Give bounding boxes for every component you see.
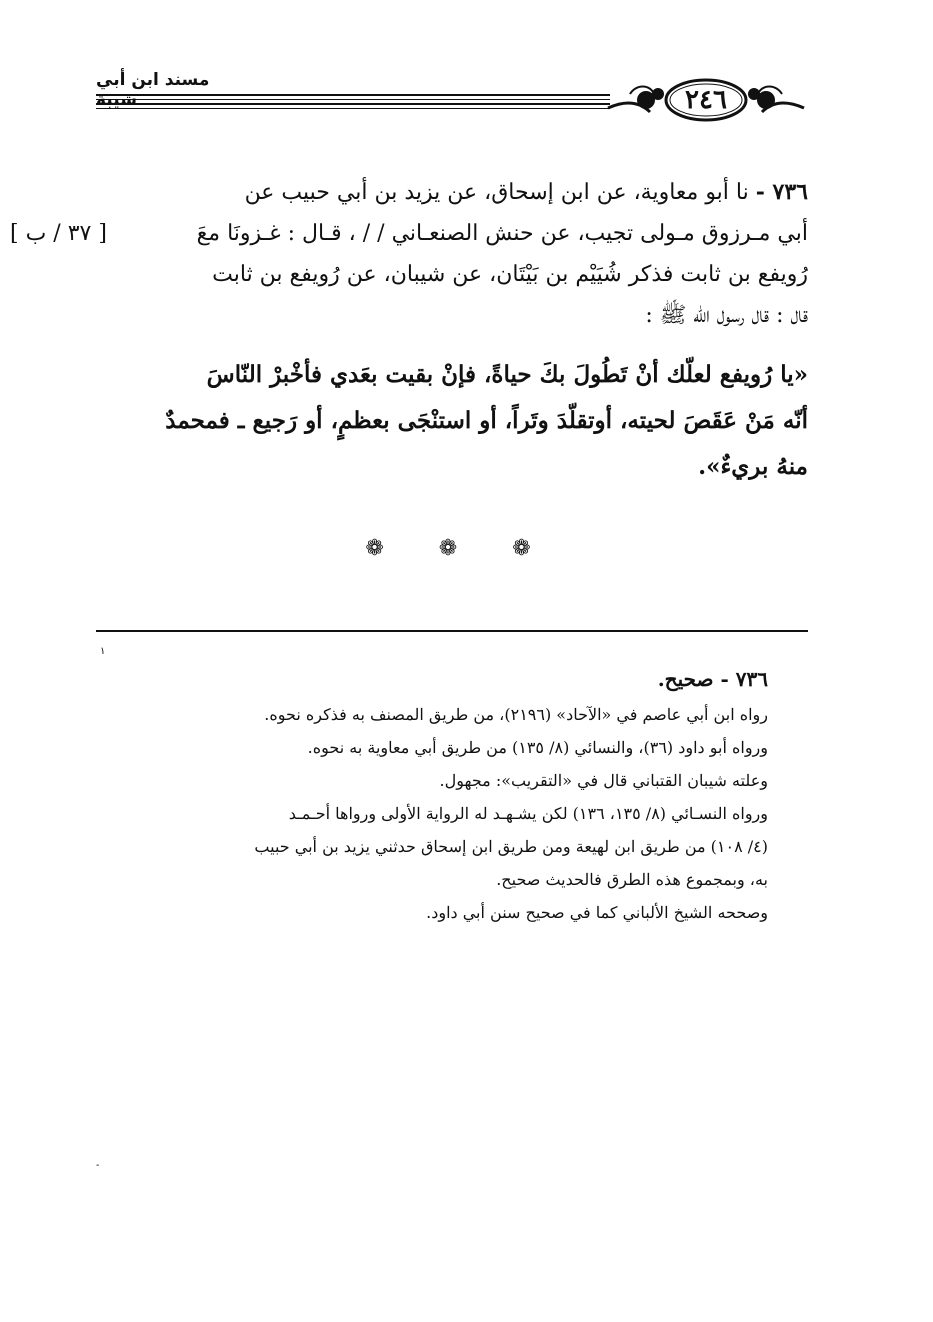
manuscript-folio-marker: [ ٣٧ / ب ]	[10, 221, 107, 246]
matn-line-2: أنّه مَنْ عَقَصَ لحيته، أوتقلّدَ وتَراً، أو استنْجَى بعظمٍ، أو رَجيع ـ فمحمدٌ	[165, 407, 808, 434]
hadith-number: ٧٣٦ -	[755, 179, 808, 205]
isnad-line-3: رُويفع بن ثابت فذكر شُيَيْم بن بَيْتَان، عن شيبان، عن رُويفع بن ثابت	[212, 262, 808, 287]
footnote-line-5: (٤/ ١٠٨) من طريق ابن لهيعة ومن طريق ابن إسحاق حدثني يزيد بن أبي حبيب	[254, 837, 768, 856]
footnote-divider	[96, 630, 808, 632]
isnad-line-1	[96, 172, 808, 213]
header-rule	[96, 94, 610, 112]
footnote-heading	[96, 660, 768, 698]
isnad-text-2: أبي مـرزوق مـولى تجيب، عن حنش الصنعـاني / / ، قـال : غـزونَا معَ	[196, 221, 808, 246]
footnote-line-7: وصححه الشيخ الألباني كما في صحيح سنن أبي داود.	[426, 903, 768, 922]
hadith-matn	[96, 352, 808, 490]
matn-line-3: منهُ بريءٌ».	[698, 453, 808, 480]
isnad-line-2	[10, 213, 808, 254]
footnote-line-3: وعلته شيبان القتباني قال في «التقريب»: مجهول.	[439, 771, 768, 790]
section-separator-stars: ❁ ❁ ❁	[365, 536, 555, 561]
footnote-grade: صحيح.	[657, 667, 714, 691]
margin-mark: ١	[100, 646, 106, 657]
page-number: ٢٤٦	[685, 85, 727, 115]
footnote-line-1: رواه ابن أبي عاصم في «الآحاد» (٢١٩٦)، من طريق المصنف به فذكره نحوه.	[264, 705, 768, 724]
margin-mark-bottom: -	[96, 1160, 100, 1171]
footnote-number: ٧٣٦ -	[720, 667, 768, 691]
hadith-body	[10, 172, 808, 490]
footnotes	[96, 660, 768, 929]
isnad-line-4: قال : قال رسول الله ﷺ :	[645, 303, 808, 328]
matn-line-1: «يا رُويفع لعلّك أنْ تَطُولَ بكَ حياةً، فإنْ بقيت بعَدي فأخْبرْ النّاسَ	[206, 361, 808, 388]
isnad-text-1: نا أبو معاوية، عن ابن إسحاق، عن يزيد بن أبي حبيب عن	[244, 180, 749, 205]
footnote-line-4: ورواه النسـائي (٨/ ١٣٥، ١٣٦) لكن يشـهـد له الرواية الأولى ورواها أحـمـد	[288, 804, 768, 823]
footnote-line-6: به، وبمجموع هذه الطرق فالحديث صحيح.	[496, 870, 768, 889]
running-header-title: مسند ابن أبي شيبة	[96, 70, 210, 110]
footnote-line-2: ورواه أبو داود (٣٦)، والنسائي (٨/ ١٣٥) من طريق أبي معاوية به نحوه.	[307, 738, 768, 757]
